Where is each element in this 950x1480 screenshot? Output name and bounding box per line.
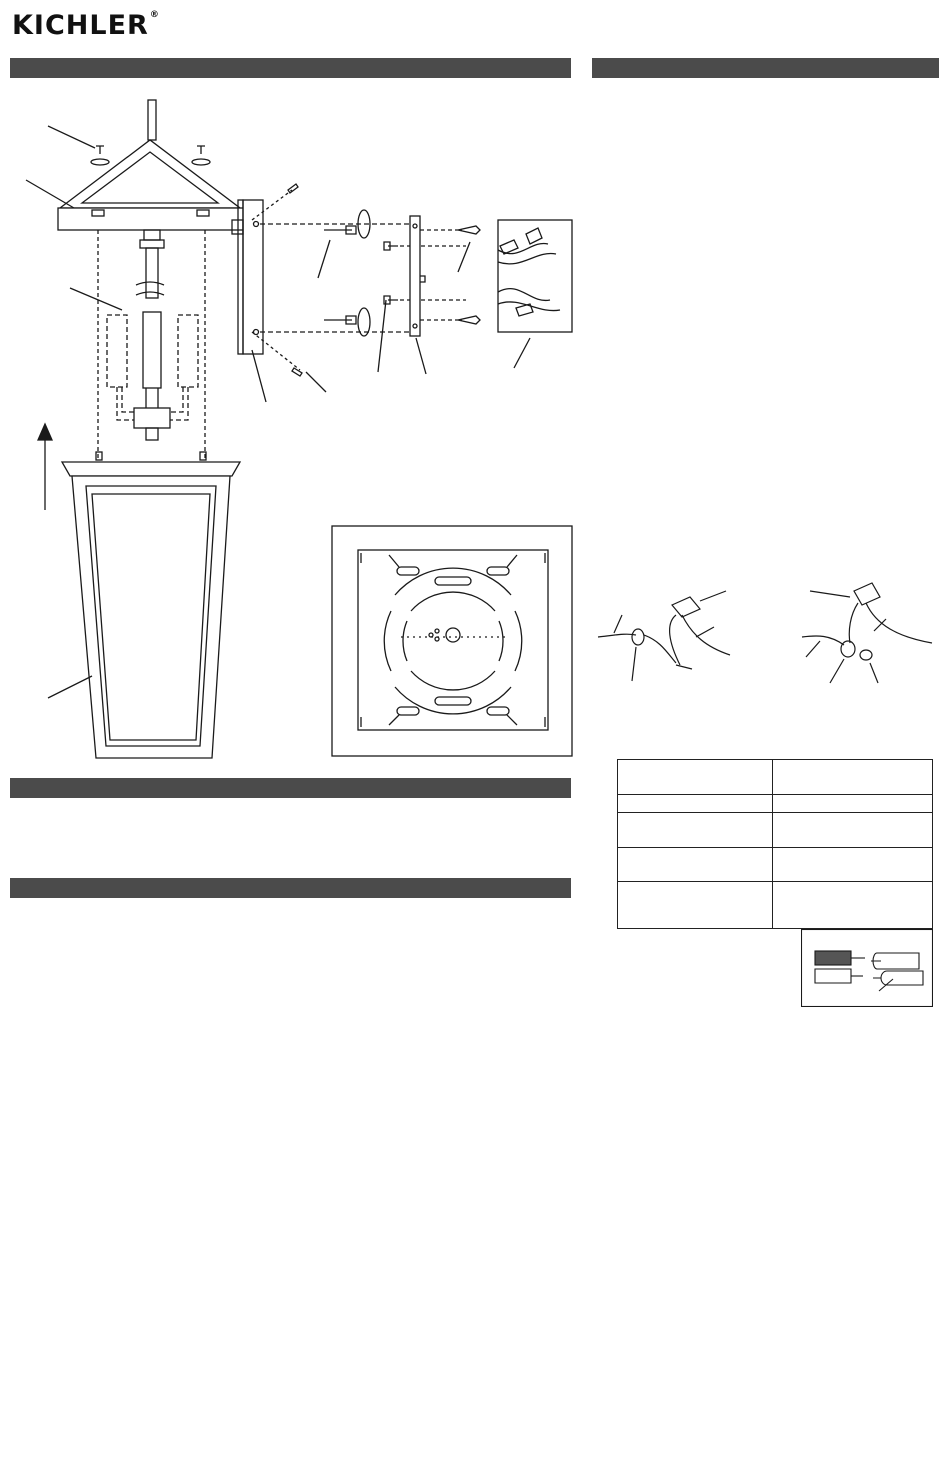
ground-screw-wiring-left: [596, 585, 736, 690]
section-header-four: [10, 878, 571, 898]
section-header-instructions: [592, 58, 939, 78]
wire-ends-icon: [801, 929, 933, 1007]
crossbar-plate-icon: [331, 525, 573, 757]
mounting-plate-detail: [331, 525, 573, 757]
section-header-parts-diagram: [10, 58, 571, 78]
table-header-row: [618, 760, 932, 795]
table-row: [618, 794, 932, 813]
mounting-bracket-icon: [230, 180, 580, 410]
table-row: [618, 812, 932, 848]
wall-mount-exploded-view: [230, 180, 580, 410]
wire-types-detail: [801, 929, 933, 1007]
brand-logo: KICHLER®: [12, 10, 160, 41]
wiring-table: [617, 759, 933, 929]
wire-nut-icon: [800, 575, 940, 685]
ground-screw-wiring-right: [800, 575, 940, 685]
section-header-three: [10, 778, 571, 798]
wire-nut-icon: [596, 585, 736, 690]
table-row: [618, 847, 932, 882]
